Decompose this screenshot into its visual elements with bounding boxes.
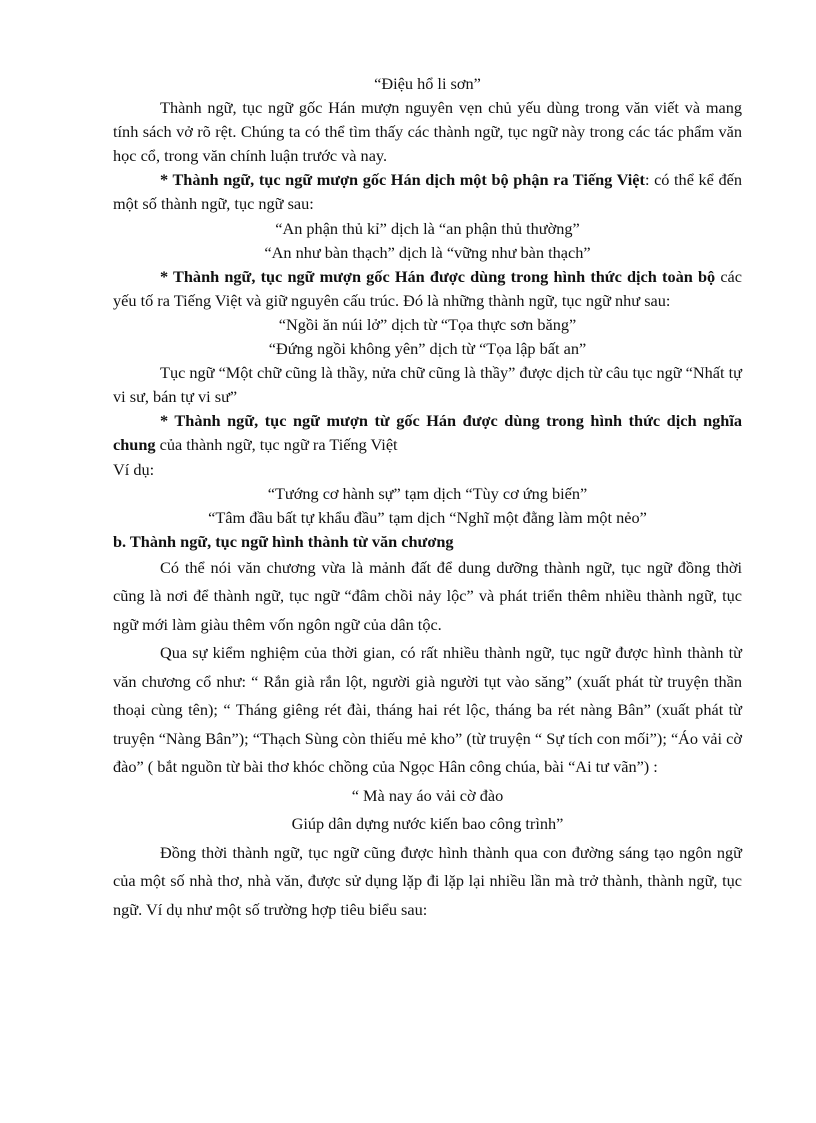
- paragraph-text: : có thể kể đến một số thành ngữ, tục ngữ sau:: [113, 170, 742, 214]
- paragraph-text: các yếu tố ra Tiếng Việt và giữ nguyên cấu trúc. Đó là những thành ngữ, tục ngữ như sau:: [113, 266, 743, 310]
- paragraph-creative-language: Đồng thời thành ngữ, tục ngữ cũng được hình thành qua con đường sáng tạo ngôn ngữ của một số nhà thơ, nhà văn, được sử dụng lặp đi lặp lại nhiều lần mà trở thành, thành ngữ, tục ngữ. Ví dụ như một số trường hợp tiêu biểu sau:: [113, 842, 742, 919]
- document-page: [113, 72, 742, 924]
- example-quote: “Tâm đầu bất tự khẩu đầu” tạm dịch “Nghĩ một đằng làm một nẻo”: [208, 507, 647, 527]
- paragraph-bold-lead: * Thành ngữ, tục ngữ mượn gốc Hán được dùng trong hình thức dịch toàn bộ: [160, 266, 716, 286]
- example-quote: “An như bàn thạch” dịch là “vững như bàn thạch”: [264, 242, 591, 262]
- example-quote: “Ngồi ăn núi lở” dịch từ “Tọa thực sơn băng”: [278, 314, 577, 334]
- example-quote: “An phận thủ kỉ” dịch là “an phận thủ thường”: [275, 218, 580, 238]
- paragraph-proverb-translation: Tục ngữ “Một chữ cũng là thầy, nửa chữ cũng là thầy” được dịch từ câu tục ngữ “Nhất tự vi sư, bán tự vi sư”: [113, 363, 742, 407]
- example-quote: “Đứng ngồi không yên” dịch từ “Tọa lập bất an”: [268, 339, 587, 359]
- section-heading-text: b. Thành ngữ, tục ngữ hình thành từ văn chương: [113, 531, 454, 551]
- poem-line: “ Mà nay áo vải cờ đào: [351, 785, 504, 805]
- paragraph-general-meaning: [113, 409, 742, 457]
- paragraph-partial-translation: [113, 168, 742, 216]
- section-heading: [113, 530, 742, 554]
- example-label: Ví dụ:: [113, 459, 155, 479]
- paragraph-old-literature: Qua sự kiểm nghiệm của thời gian, có rất nhiều thành ngữ, tục ngữ được hình thành từ văn chương cổ như: “ Rắn già rắn lột, người già người tụt vào săng” (xuất phát từ truyện thần thoại cùng tên); “ Tháng giêng rét đài, tháng hai rét lộc, tháng ba rét nàng Bân” (xuất phát từ truyện “Nàng Bân”); “Thạch Sùng còn thiếu mẻ kho” (từ truyện “ Sự tích con mối”); “Áo vải cờ đào” ( bắt nguồn từ bài thơ khóc chồng của Ngọc Hân công chúa, bài “Ai tư vãn”) :: [113, 643, 742, 777]
- paragraph-full-translation: [113, 265, 742, 313]
- paragraph-text: của thành ngữ, tục ngữ ra Tiếng Việt: [155, 435, 398, 455]
- paragraph-bold-lead: * Thành ngữ, tục ngữ mượn từ gốc Hán được dùng trong hình thức dịch nghĩa chung: [113, 411, 742, 455]
- paragraph-literature-soil: Có thể nói văn chương vừa là mảnh đất để dung dưỡng thành ngữ, tục ngữ đồng thời cũng là nơi để thành ngữ, tục ngữ “đâm chồi nảy lộc” và phát triển thêm nhiều thành ngữ, tục ngữ mới làm giàu thêm vốn ngôn ngữ của dân tộc.: [113, 557, 742, 634]
- paragraph-bold-lead: * Thành ngữ, tục ngữ mượn gốc Hán dịch một bộ phận ra Tiếng Việt: [160, 170, 645, 190]
- quote-dieu-ho-li-son: “Điệu hổ li sơn”: [374, 74, 481, 93]
- paragraph-han-borrowed-intact: Thành ngữ, tục ngữ gốc Hán mượn nguyên vẹn chủ yếu dùng trong văn viết và mang tính sách vở rõ rệt. Chúng ta có thể tìm thấy các thành ngữ, tục ngữ này trong các tác phẩm văn học cổ, trong văn chính luận trước và nay.: [113, 98, 742, 166]
- example-quote: “Tướng cơ hành sự” tạm dịch “Tùy cơ ứng biến”: [267, 483, 588, 503]
- poem-line: Giúp dân dựng nước kiến bao công trình”: [291, 814, 564, 834]
